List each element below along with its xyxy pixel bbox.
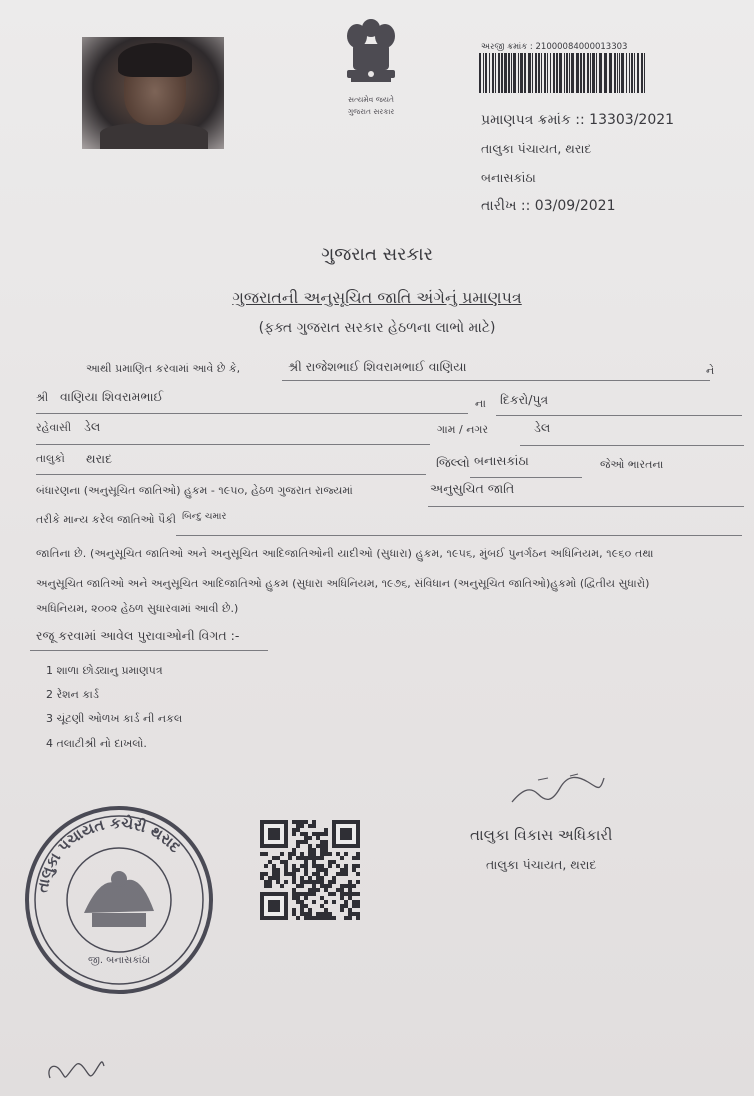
taluka-value: થરાદ [86,451,113,466]
label-village: ગામ / નગર [437,423,489,436]
recognized-text: તરીકે માન્ય કરેલ જાતિઓ પૈકી [36,513,177,526]
evidence-item: 4 તલાટીશ્રી નો દાખલો. [46,737,147,750]
certificate-title: ગુજરાતની અનુસૂચિત જાતિ અંગેનું પ્રમાણપત્ર [232,288,522,307]
evidence-item: 3 ચૂંટણી ઓળખ કાર્ડ ની નકલ [46,712,183,725]
father-name: વાણિયા શિવરામભાઈ [60,389,164,404]
suffix-ne: ને [706,364,715,377]
svg-text:તાલુકા પંચાયત કચેરી થરાદ [33,813,184,894]
qr-code [260,820,360,920]
certificate-number: પ્રમાણપત્ર ક્રમાંક :: 13303/2021 [481,112,675,128]
label-bharat: જેઓ ભારતના [600,458,664,471]
government-title: ગુજરાત સરકાર [321,244,433,265]
lead-in-text: આથી પ્રમાણિત કરવામાં આવે છે કે, [86,362,241,375]
application-number: અરજી ક્રમાંક : 21000084000013303 [481,42,628,52]
label-resident: રહેવાસી [36,421,72,434]
village-value: ડેલ [534,420,551,435]
evidence-heading: રજૂ કરવામાં આવેલ પુરાવાઓની વિગત :- [36,628,240,643]
office-seal [22,803,216,997]
category-value: અનુસુચિત જાતિ [430,481,515,496]
order-text: બંધારણના (અનુસૂચિત જાતિઓ) હુકમ - ૧૯૫૦, હેઠળ ગુજરાત રાજ્યમાં [36,484,353,497]
holder-photo [82,37,224,149]
legal-paragraph-line-3: અધિનિયમ, ૨૦૦૨ હેઠળ સુધારવામાં આવી છે.) [36,602,239,615]
initials-mark [44,1050,108,1084]
label-of: ના [475,397,486,410]
legal-paragraph-line-1: જાતિના છે. (અનુસૂચિત જાતિઓ અને અનુસૂચિત આદિજાતિઓની યાદીઓ (સુધારા) હુકમ, ૧૯૫૬, મુંબઈ પુનર્ગઠન અધિનિયમ, ૧૯૬૦ તથા [36,547,654,560]
holder-name: શ્રી રાજેશભાઈ શિવરામભાઈ વાણિયા [288,359,467,374]
emblem-caption: ગુજરાત સરકાર [347,107,395,116]
seal-ring-text: તાલુકા પંચાયત કચેરી થરાદ [33,813,185,894]
officer-designation: તાલુકા વિકાસ અધિકારી [470,826,613,844]
officer-signature [508,772,608,808]
label-taluka: તાલુકો [36,452,65,465]
emblem-motto: સત્યમેવ જયતે [348,95,394,104]
district-value: બનાસકાંઠા [474,453,529,468]
prefix-shri: શ્રી [36,391,49,404]
relation: દિકરો/પુત્ર [500,392,549,407]
label-district: જિલ્લો [436,455,470,470]
issue-date: તારીખ :: 03/09/2021 [481,198,616,214]
office-taluka: તાલુકા પંચાયત, થરાદ [481,141,592,156]
evidence-item: 1 શાળા છોડ્યાનુ પ્રમાણપત્ર [46,664,163,677]
barcode [479,53,649,93]
evidence-item: 2 રેશન કાર્ડ [46,688,99,701]
caste-value: બિન્દુ ચમાર [182,511,227,522]
resident-value: ડેલ [84,419,101,434]
office-district: બનાસકાંઠા [481,170,536,185]
certificate-subtitle: (ફક્ત ગુજરાત સરકાર હેઠળના લાભો માટે) [258,320,496,336]
state-emblem [333,14,409,122]
officer-office: તાલુકા પંચાયત, થરાદ [486,857,597,872]
seal-bottom-text: જી. બનાસકાંઠા [87,955,151,966]
legal-paragraph-line-2: અનુસૂચિત જાતિઓ અને અનુસૂચિત આદિજાતિઓ હુકમ (સુધારા અધિનિયમ, ૧૯૭૬, સંવિધાન (અનુસૂચિત જાતિઓ)હુકમો (દ્વિતીય સુધારો) [36,577,650,590]
